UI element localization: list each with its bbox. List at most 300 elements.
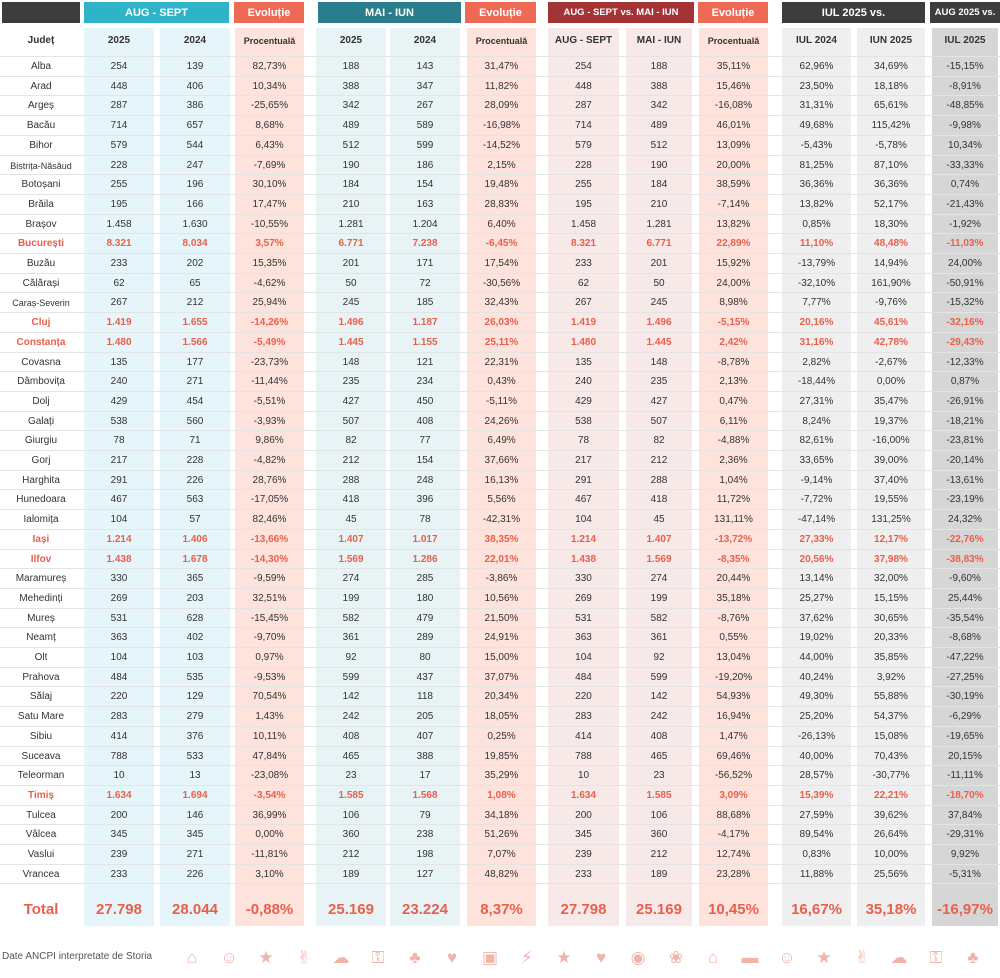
table-cell: 287 (110, 100, 128, 112)
table-cell: 714 (110, 120, 128, 132)
table-cell: 1.406 (182, 533, 208, 545)
table-cell: 271 (186, 376, 204, 388)
table-cell: 23,28% (716, 868, 751, 880)
table-cell: 1.407 (338, 533, 364, 545)
table-cell: 274 (650, 573, 668, 585)
table-cell: 11,10% (799, 238, 834, 250)
table-cell: -23,19% (946, 494, 984, 506)
total-value: 8,37% (480, 901, 523, 918)
key-icon: ⚿ (371, 948, 385, 967)
table-cell: -14,30% (250, 553, 289, 565)
table-cell: -17,05% (250, 494, 289, 506)
table-cell: -10,55% (250, 218, 289, 230)
table-cell: 49,30% (799, 691, 834, 703)
table-cell: 599 (650, 671, 668, 683)
table-cell: 36,36% (799, 179, 834, 191)
table-cell: 6,40% (487, 218, 516, 230)
table-cell: 563 (186, 494, 204, 506)
table-cell: 27,31% (799, 395, 834, 407)
table-cell: 233 (110, 258, 128, 269)
table-cell: 3,10% (255, 868, 284, 880)
table-cell: 200 (110, 809, 128, 821)
table-cell: 1.419 (106, 317, 132, 329)
table-cell: 10,34% (948, 139, 982, 151)
total-value: 23.224 (402, 901, 448, 918)
thumbs-up-icon: ✌ (854, 948, 870, 967)
table-cell: 35,85% (874, 652, 908, 663)
table-cell: 283 (575, 711, 592, 723)
table-cell: -48,85% (946, 100, 984, 112)
table-cell: 1.568 (412, 789, 438, 801)
table-cell: 1.480 (106, 336, 132, 348)
total-label: Total (23, 901, 59, 918)
table-cell: 291 (575, 474, 592, 486)
table-cell: 3,57% (255, 238, 284, 250)
table-cell: 538 (110, 415, 128, 427)
column-header: IUL 2025 (944, 35, 986, 46)
table-cell: 1.438 (570, 553, 597, 565)
table-cell: 72 (419, 277, 431, 289)
table-cell: 18,18% (874, 80, 908, 92)
county-name: Suceava (21, 750, 61, 762)
table-cell: 342 (342, 100, 360, 112)
table-cell: 35,11% (716, 61, 751, 72)
table-cell: -47,22% (946, 652, 984, 663)
table-cell: 414 (575, 730, 592, 742)
table-cell: 17,47% (252, 198, 287, 210)
table-cell: 30,10% (252, 179, 287, 191)
table-cell: 47,84% (252, 750, 287, 762)
table-cell: 582 (650, 612, 668, 624)
table-cell: 240 (575, 376, 592, 388)
county-name: Covasna (21, 356, 61, 368)
table-cell: 1.281 (646, 218, 672, 230)
table-cell: 20,56% (799, 553, 834, 565)
table-cell: 418 (650, 494, 668, 506)
table-cell: -1,92% (949, 218, 981, 230)
table-cell: 535 (186, 671, 204, 683)
star-icon: ★ (556, 948, 572, 967)
county-name: Timiș (28, 789, 54, 801)
table-cell: 6,11% (719, 415, 748, 427)
table-cell: 507 (342, 415, 360, 427)
table-cell: 388 (416, 750, 434, 762)
table-cell: 1,08% (487, 789, 516, 801)
table-cell: 50 (345, 277, 357, 289)
table-cell: 42,78% (874, 336, 908, 348)
table-cell: 6.771 (338, 238, 364, 250)
table-cell: 235 (650, 376, 668, 388)
table-cell: 531 (110, 612, 128, 624)
table-cell: 20,00% (716, 159, 751, 171)
table-cell: 17,54% (484, 258, 519, 269)
table-cell: -9,60% (949, 573, 981, 585)
table-cell: 5,56% (487, 494, 516, 506)
table-cell: 628 (186, 612, 204, 624)
table-cell: 92 (653, 652, 665, 663)
column-header: Procentuală (707, 36, 760, 46)
table-cell: -15,45% (250, 612, 289, 624)
table-cell: 82 (653, 435, 665, 447)
table-cell: 37,07% (484, 671, 519, 683)
table-cell: 212 (186, 297, 204, 309)
county-name: Gorj (31, 455, 51, 466)
county-name: Teleorman (17, 770, 65, 782)
table-cell: 195 (575, 198, 592, 210)
table-cell: 1.438 (106, 553, 132, 565)
table-cell: 184 (342, 179, 360, 191)
table-cell: 533 (186, 750, 204, 762)
table-cell: 34,69% (874, 61, 908, 72)
table-cell: -26,13% (797, 730, 836, 742)
table-cell: 24,26% (484, 415, 519, 427)
table-cell: -6,45% (485, 238, 518, 250)
table-cell: 87,10% (874, 159, 908, 171)
table-cell: 1.214 (106, 533, 132, 545)
table-cell: 199 (342, 592, 360, 604)
table-cell: 228 (186, 455, 204, 466)
column-header: Procentuală (243, 36, 296, 46)
table-cell: 28,09% (484, 100, 519, 112)
table-cell: 31,16% (799, 336, 834, 348)
table-cell: 26,03% (484, 317, 519, 329)
table-cell: 560 (186, 415, 204, 427)
table-cell: 10,11% (252, 730, 287, 742)
table-cell: 1.445 (338, 336, 364, 348)
county-name: Bistrița-Năsăud (10, 160, 72, 171)
tree-icon: ♣ (967, 948, 979, 967)
table-cell: 88,68% (716, 809, 751, 821)
column-header: 2025 (339, 35, 363, 46)
table-cell: 360 (650, 829, 668, 841)
table-cell: 16,13% (484, 474, 519, 486)
table-cell: 54,93% (716, 691, 751, 703)
table-cell: 361 (650, 632, 668, 644)
group-header: Evoluție (234, 2, 304, 23)
table-cell: 285 (416, 573, 434, 585)
table-cell: 146 (186, 809, 204, 821)
table-cell: 44,00% (799, 652, 834, 663)
total-value: 27.798 (560, 901, 607, 918)
table-cell: -11,44% (251, 376, 288, 388)
county-name: Harghita (22, 474, 60, 486)
table-cell: 1,43% (255, 711, 284, 723)
table-cell: 1,04% (719, 474, 748, 486)
table-cell: 8,68% (255, 120, 284, 132)
table-cell: 27,59% (799, 809, 834, 821)
table-cell: 212 (650, 849, 668, 860)
table-cell: 37,84% (948, 809, 982, 821)
table-cell: 330 (110, 573, 128, 585)
eye-icon: ◉ (630, 948, 646, 967)
table-cell: 17 (419, 770, 431, 782)
group-header: MAI - IUN (318, 2, 461, 23)
table-cell: 363 (110, 632, 128, 644)
table-cell: 3,92% (876, 671, 906, 683)
column-header: 2024 (413, 35, 437, 46)
table-cell: 32,43% (484, 297, 519, 309)
table-cell: -5,15% (717, 317, 750, 329)
table-cell: 1.634 (106, 789, 132, 801)
table-cell: 82 (345, 435, 357, 447)
table-cell: 33,65% (799, 455, 834, 466)
table-cell: 46,01% (716, 120, 751, 132)
table-cell: -11,81% (251, 849, 288, 860)
table-cell: 2,36% (719, 455, 748, 466)
table-cell: 345 (575, 829, 592, 841)
county-name: Mehedinți (19, 592, 63, 604)
table-cell: 37,98% (874, 553, 908, 565)
table-cell: 7.238 (412, 238, 438, 250)
table-cell: -13,79% (797, 258, 836, 269)
table-cell: 267 (416, 100, 434, 112)
table-cell: 274 (342, 573, 360, 585)
table-cell: -5,78% (875, 139, 907, 151)
table-cell: -42,31% (482, 514, 521, 526)
table-cell: 0,00% (255, 829, 284, 841)
table-cell: 288 (650, 474, 668, 486)
table-cell: 13,14% (799, 573, 834, 585)
county-name: Sălaj (29, 691, 53, 703)
table-cell: 49,68% (799, 120, 834, 132)
table-cell: 8.034 (182, 238, 208, 250)
table-cell: -7,14% (717, 198, 750, 210)
house-icon: ⌂ (186, 948, 198, 967)
star-icon: ★ (816, 948, 832, 967)
table-cell: -30,19% (946, 691, 984, 703)
table-cell: -18,70% (946, 789, 984, 801)
table-cell: 24,00% (716, 277, 751, 289)
table-cell: 330 (575, 573, 592, 585)
table-cell: -22,76% (946, 533, 984, 545)
star-icon: ★ (258, 948, 274, 967)
table-cell: -11,03% (946, 238, 984, 250)
table-cell: -29,43% (946, 336, 984, 348)
table-cell: 8,24% (802, 415, 831, 427)
county-name: Călărași (22, 277, 60, 289)
table-cell: 19,55% (874, 494, 908, 506)
table-cell: 45 (653, 514, 665, 526)
table-cell: 25,11% (484, 336, 519, 348)
table-cell: 283 (110, 711, 128, 723)
table-cell: 7,77% (802, 297, 831, 309)
table-cell: 1.407 (646, 533, 672, 545)
table-cell: 234 (416, 376, 434, 388)
table-cell: 54,37% (874, 711, 908, 723)
table-cell: 1,47% (719, 730, 748, 742)
table-cell: 154 (416, 179, 434, 191)
table-cell: -47,14% (797, 514, 836, 526)
table-cell: 376 (186, 730, 204, 742)
table-cell: 9,92% (950, 849, 980, 860)
table-cell: 6.771 (646, 238, 672, 250)
table-cell: 360 (342, 829, 360, 841)
table-cell: 188 (650, 61, 668, 72)
table-cell: -19,20% (714, 671, 753, 683)
table-cell: 30,65% (874, 612, 908, 624)
table-cell: 245 (650, 297, 668, 309)
table-cell: 177 (186, 356, 204, 368)
table-cell: 22,31% (484, 356, 519, 368)
table-cell: -15,32% (946, 297, 984, 309)
table-cell: 18,05% (484, 711, 519, 723)
table-cell: -27,25% (946, 671, 984, 683)
table-cell: 189 (342, 868, 360, 880)
table-cell: 190 (342, 159, 360, 171)
table-cell: -18,21% (946, 415, 984, 427)
table-cell: 220 (110, 691, 128, 703)
table-cell: 38,35% (484, 533, 519, 545)
table-cell: 135 (110, 356, 128, 368)
table-cell: 15,00% (484, 652, 519, 663)
table-cell: 166 (186, 198, 204, 210)
table-cell: 201 (342, 258, 360, 269)
table-cell: -5,49% (253, 336, 286, 348)
county-name: Neamț (26, 632, 56, 644)
table-cell: 1.496 (338, 317, 364, 329)
county-name: Caraș-Severin (12, 298, 70, 309)
table-cell: 240 (110, 376, 128, 388)
county-name: Bihor (29, 139, 53, 151)
table-cell: -8,68% (949, 632, 981, 644)
table-cell: 69,46% (716, 750, 751, 762)
table-cell: 589 (416, 120, 434, 132)
table-cell: 345 (186, 829, 204, 841)
table-cell: 450 (416, 395, 434, 407)
table-cell: 62 (113, 277, 125, 289)
table-cell: 19,48% (484, 179, 519, 191)
table-cell: 11,88% (799, 868, 834, 880)
table-cell: 25,20% (799, 711, 834, 723)
table-cell: 2,82% (802, 356, 831, 368)
table-cell: 437 (416, 671, 434, 683)
group-header: AUG - SEPT vs. MAI - IUN (548, 2, 694, 23)
table-cell: -30,77% (872, 770, 910, 782)
table-cell: 139 (186, 61, 204, 72)
table-cell: 27,33% (799, 533, 834, 545)
table-cell: 267 (575, 297, 592, 309)
table-cell: 269 (575, 592, 592, 604)
table-cell: 408 (342, 730, 360, 742)
table-cell: 24,91% (484, 632, 519, 644)
table-cell: 538 (575, 415, 592, 427)
table-cell: 37,62% (799, 612, 834, 624)
table-cell: 242 (650, 711, 668, 723)
table-cell: 205 (416, 711, 434, 723)
table-cell: 7,07% (487, 849, 516, 860)
table-cell: 408 (416, 415, 434, 427)
flower-icon: ❀ (668, 948, 684, 967)
table-cell: 226 (186, 868, 204, 880)
table-cell: 427 (650, 395, 668, 407)
table-cell: 8,98% (719, 297, 748, 309)
table-cell: 28,83% (484, 198, 519, 210)
tree-icon: ♣ (409, 948, 421, 967)
table-cell: 0,97% (255, 652, 284, 663)
table-cell: 407 (416, 730, 434, 742)
table-cell: 388 (650, 80, 668, 92)
table-cell: -14,26% (250, 317, 289, 329)
table-cell: 40,00% (799, 750, 834, 762)
table-cell: -7,69% (253, 159, 286, 171)
table-cell: 37,40% (874, 474, 908, 486)
table-cell: 365 (186, 573, 204, 585)
table-cell: 28,57% (799, 770, 834, 782)
table-cell: 78 (577, 435, 590, 447)
table-cell: 25,27% (799, 592, 834, 604)
table-cell: 429 (110, 395, 128, 407)
table-cell: 210 (342, 198, 360, 210)
table-cell: 23 (653, 770, 665, 782)
table-cell: 31,47% (484, 61, 519, 72)
table-cell: 45 (345, 514, 357, 526)
table-cell: 599 (416, 139, 434, 151)
table-cell: 414 (110, 730, 128, 742)
table-cell: -16,08% (714, 100, 753, 112)
table-cell: 361 (342, 632, 360, 644)
table-cell: 25,94% (252, 297, 287, 309)
table-cell: 13 (189, 770, 201, 782)
table-cell: 81,25% (799, 159, 834, 171)
table-cell: 8.321 (106, 238, 132, 250)
table-cell: 202 (186, 258, 204, 269)
table-cell: 78 (113, 435, 125, 447)
table-cell: 106 (342, 809, 360, 821)
table-cell: -9,70% (253, 632, 286, 644)
table-cell: -12,33% (946, 356, 984, 368)
table-cell: 15,15% (874, 592, 908, 604)
table-cell: -9,76% (875, 297, 907, 309)
table-cell: 479 (416, 612, 434, 624)
table-cell: -13,61% (946, 474, 984, 486)
county-name: Alba (30, 61, 51, 72)
table-cell: -35,54% (946, 612, 984, 624)
chat-icon: ▬ (741, 948, 759, 967)
table-cell: 10,34% (252, 80, 287, 92)
heart-icon: ♥ (595, 948, 607, 967)
table-cell: -8,78% (717, 356, 750, 368)
heart-icon: ♥ (446, 948, 458, 967)
table-cell: 212 (342, 849, 360, 860)
table-cell: 10,00% (874, 849, 908, 860)
table-cell: 579 (110, 139, 128, 151)
table-cell: -18,44% (797, 376, 836, 388)
county-name: Maramureș (15, 573, 67, 585)
table-cell: 6,43% (255, 139, 284, 151)
table-cell: 1.214 (570, 533, 597, 545)
total-value: 28.044 (172, 901, 218, 918)
table-cell: 10 (113, 770, 125, 782)
table-cell: 131,25% (871, 514, 911, 526)
table-cell: 35,47% (874, 395, 908, 407)
total-value: 25.169 (328, 901, 374, 918)
table-cell: 15,39% (799, 789, 834, 801)
table-cell: 248 (416, 474, 434, 486)
table-cell: 342 (650, 100, 668, 112)
county-name: Arad (30, 80, 52, 92)
table-cell: 544 (186, 139, 204, 151)
group-header: AUG 2025 vs. (930, 2, 1000, 23)
table-cell: 217 (575, 455, 592, 466)
table-cell: -5,31% (949, 868, 981, 880)
table-cell: -25,65% (250, 100, 289, 112)
table-cell: 26,64% (874, 829, 908, 841)
table-cell: 82,46% (252, 514, 287, 526)
table-cell: 2,42% (719, 336, 748, 348)
table-cell: 386 (186, 100, 204, 112)
column-header: MAI - IUN (636, 35, 682, 46)
table-cell: -11,11% (947, 770, 983, 782)
